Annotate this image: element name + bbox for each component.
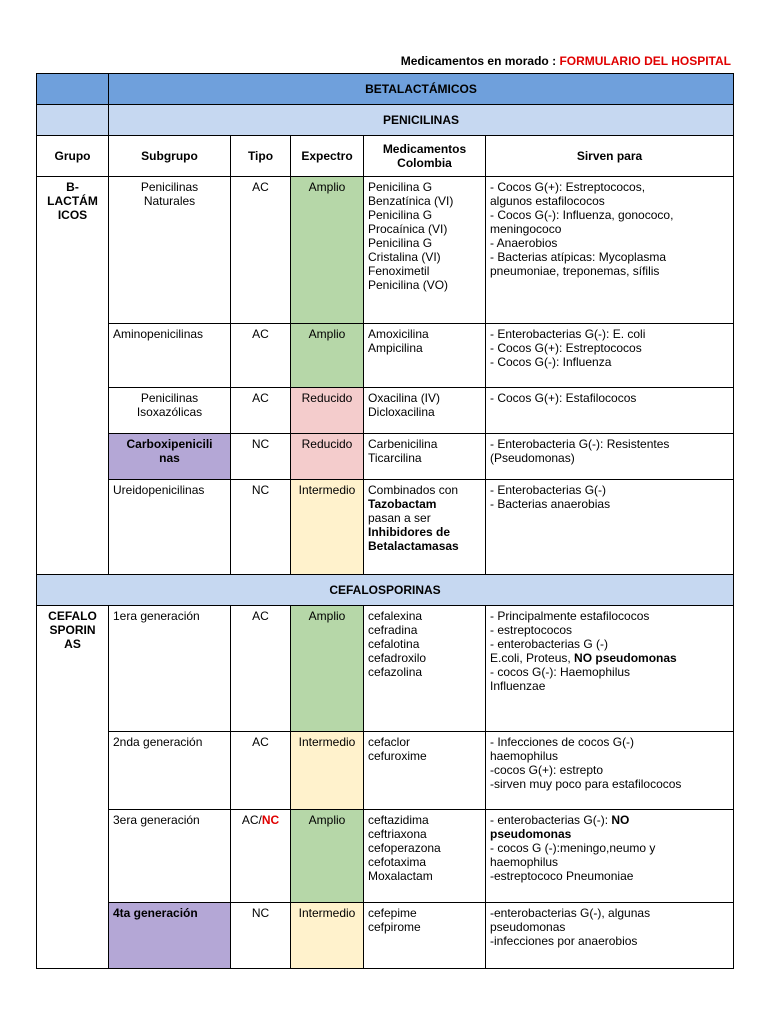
tipo-cell: AC [231, 606, 291, 732]
row-carboxipenicilinas [37, 434, 734, 480]
med-line: Penicilina G [368, 208, 433, 222]
sirven-line: (Pseudomonas) [490, 451, 575, 465]
sirven-line: Influenzae [490, 679, 546, 693]
sirven-line: algunos estafilococos [490, 194, 605, 208]
sirven-line: - Bacterias atípicas: Mycoplasma [490, 250, 667, 264]
sirven-cell [486, 177, 734, 324]
section-row-cefalosporinas [37, 575, 734, 606]
med-line: cefuroxime [368, 749, 427, 763]
tipo-cell: AC [231, 324, 291, 388]
section-row-penicilinas [37, 105, 734, 136]
expectro-cell: Intermedio [291, 732, 364, 810]
med-line: Moxalactam [368, 869, 433, 883]
med-line: Dicloxacilina [368, 405, 435, 419]
expectro-cell: Reducido [291, 388, 364, 434]
sirven-cell [486, 324, 734, 388]
med-line: Ticarcilina [368, 451, 422, 465]
sirven-bold: NO pseudomonas [574, 651, 677, 665]
expectro-cell: Reducido [291, 434, 364, 480]
row-cef-2nda [37, 732, 734, 810]
row-aminopenicilinas [37, 324, 734, 388]
subgrupo-cell [109, 388, 231, 434]
med-line: Carbenicilina [368, 437, 438, 451]
expectro-cell: Intermedio [291, 480, 364, 575]
sirven-line: - Infecciones de cocos G(-) [490, 735, 635, 749]
med-line-bold: Betalactamasas [368, 539, 459, 553]
sirven-bold: pseudomonas [490, 827, 572, 841]
medicamentos-cell [364, 903, 486, 969]
expectro-cell: Intermedio [291, 903, 364, 969]
expectro-cell: Amplio [291, 606, 364, 732]
group-line: AS [64, 637, 81, 651]
subgrupo-line: Naturales [143, 194, 196, 208]
group-line: LACTÁM [47, 194, 98, 208]
med-line: cefpirome [368, 920, 421, 934]
group-line: CEFALO [48, 609, 97, 623]
med-line: ceftriaxona [368, 827, 427, 841]
tipo-cell [231, 810, 291, 903]
group-line: ICOS [57, 208, 88, 222]
sirven-line: - Cocos G(+): Estreptococos [490, 341, 642, 355]
subgrupo-line: nas [159, 451, 180, 465]
tipo-cell: AC [231, 388, 291, 434]
tipo-cell: AC [231, 177, 291, 324]
group-line: B- [66, 180, 79, 194]
medicamentos-cell [364, 324, 486, 388]
sirven-cell [486, 903, 734, 969]
section-blank-cell [37, 74, 109, 105]
expectro-cell: Amplio [291, 324, 364, 388]
sirven-line: - Enterobacterias G(-): E. coli [490, 327, 646, 341]
med-line: ceftazidima [368, 813, 429, 827]
sirven-line: meningococo [490, 222, 562, 236]
med-line: Combinados con [368, 483, 459, 497]
sirven-line: - cocos G (-):meningo,neumo y [490, 841, 656, 855]
med-line: pasan a ser [368, 511, 431, 525]
sirven-line: - estreptococos [490, 623, 573, 637]
medicamentos-cell [364, 480, 486, 575]
sirven-line: E.coli, Proteus, [490, 651, 575, 665]
group-line: SPORIN [49, 623, 96, 637]
subgrupo-cell: 1era generación [109, 606, 231, 732]
med-line: cefradina [368, 623, 418, 637]
subgrupo-cell: 2nda generación [109, 732, 231, 810]
sirven-line: - Cocos G(-): Influenza, gonococo, [490, 208, 674, 222]
subgrupo-line: Penicilinas [140, 180, 199, 194]
sirven-cell [486, 606, 734, 732]
subgrupo-line: Carboxipenicili [126, 437, 213, 451]
med-line: Amoxicilina [368, 327, 429, 341]
row-isoxazolicas [37, 388, 734, 434]
sirven-cell [486, 434, 734, 480]
header-sirven-para: Sirven para [486, 136, 734, 177]
section-title-betalactamicos: BETALACTÁMICOS [109, 74, 734, 105]
header-medicamentos-line2: Colombia [397, 156, 452, 170]
sirven-line: - Principalmente estafilococos [490, 609, 650, 623]
med-line: Penicilina G [368, 236, 433, 250]
medicamentos-cell [364, 606, 486, 732]
sirven-cell: - Cocos G(+): Estafilococos [486, 388, 734, 434]
med-line: Fenoximetil [368, 264, 430, 278]
legend-prefix: Medicamentos en morado : [400, 54, 560, 68]
medicamentos-cell [364, 810, 486, 903]
section-row-betalactamicos [37, 74, 734, 105]
tipo-cell: AC [231, 732, 291, 810]
sirven-line: haemophilus [490, 749, 559, 763]
medicamentos-cell [364, 177, 486, 324]
sirven-cell [486, 732, 734, 810]
med-line: Penicilina G [368, 180, 433, 194]
hospital-formulary-legend [401, 54, 731, 68]
header-tipo: Tipo [231, 136, 291, 177]
tipo-cell: NC [231, 903, 291, 969]
subgrupo-cell-formulary [109, 434, 231, 480]
med-line: cefalexina [368, 609, 423, 623]
header-subgrupo: Subgrupo [109, 136, 231, 177]
med-line: cefaclor [368, 735, 411, 749]
sirven-line: - Cocos G(+): Estreptococos, [490, 180, 646, 194]
sirven-line: - Enterobacterias G(-) [490, 483, 607, 497]
sirven-line: haemophilus [490, 855, 559, 869]
med-line: cefotaxima [368, 855, 427, 869]
sirven-line: - enterobacterias G (-) [490, 637, 609, 651]
sirven-line: -estreptococo Pneumoniae [490, 869, 634, 883]
header-row [37, 136, 734, 177]
betalactam-table [36, 73, 734, 969]
row-cef-4ta [37, 903, 734, 969]
tipo-cell: NC [231, 480, 291, 575]
sirven-line: pneumoniae, treponemas, sífilis [490, 264, 660, 278]
header-medicamentos-line1: Medicamentos [382, 142, 467, 156]
row-cef-1era [37, 606, 734, 732]
med-line: Penicilina (VO) [368, 278, 449, 292]
medicamentos-cell [364, 732, 486, 810]
subgrupo-cell [109, 177, 231, 324]
sirven-line: -infecciones por anaerobios [490, 934, 638, 948]
sirven-line: pseudomonas [490, 920, 566, 934]
row-ureidopenicilinas [37, 480, 734, 575]
subgrupo-line: Isoxazólicas [136, 405, 203, 419]
header-medicamentos [364, 136, 486, 177]
group-betalactamicos [37, 177, 109, 575]
sirven-line: - enterobacterias G(-): [490, 813, 612, 827]
row-cef-3era [37, 810, 734, 903]
header-expectro: Expectro [291, 136, 364, 177]
sirven-line: -enterobacterias G(-), algunas [490, 906, 651, 920]
subgrupo-cell: Aminopenicilinas [109, 324, 231, 388]
sirven-line: - cocos G(-): Haemophilus [490, 665, 631, 679]
med-line: cefadroxilo [368, 651, 427, 665]
med-line: Procaínica (VI) [368, 222, 448, 236]
expectro-cell: Amplio [291, 177, 364, 324]
section-title-penicilinas: PENICILINAS [109, 105, 734, 136]
sirven-line: -cocos G(+): estrepto [490, 763, 604, 777]
tipo-cell: NC [231, 434, 291, 480]
med-line: cefalotina [368, 637, 420, 651]
subgrupo-cell: 3era generación [109, 810, 231, 903]
med-line: cefazolina [368, 665, 423, 679]
subgrupo-line: Penicilinas [140, 391, 199, 405]
sirven-cell [486, 810, 734, 903]
med-line-bold: Inhibidores de [368, 525, 451, 539]
section-blank-cell [37, 105, 109, 136]
expectro-cell: Amplio [291, 810, 364, 903]
subgrupo-cell-formulary: 4ta generación [109, 903, 231, 969]
header-grupo: Grupo [37, 136, 109, 177]
subgrupo-cell: Ureidopenicilinas [109, 480, 231, 575]
med-line-bold: Tazobactam [368, 497, 437, 511]
sirven-cell [486, 480, 734, 575]
section-title-cefalosporinas: CEFALOSPORINAS [37, 575, 734, 606]
med-line: Oxacilina (IV) [368, 391, 441, 405]
med-line: Ampicilina [368, 341, 423, 355]
legend-highlight: FORMULARIO DEL HOSPITAL [559, 54, 731, 68]
sirven-line: - Anaerobios [490, 236, 558, 250]
medicamentos-cell [364, 434, 486, 480]
sirven-line: - Enterobacteria G(-): Resistentes [490, 437, 670, 451]
tipo-part: AC/ [241, 813, 262, 827]
med-line: Cristalina (VI) [368, 250, 441, 264]
tipo-part-red: NC [261, 813, 280, 827]
group-cefalosporinas [37, 606, 109, 969]
sirven-line: -sirven muy poco para estafilococos [490, 777, 682, 791]
sirven-bold: NO [611, 813, 630, 827]
med-line: cefepime [368, 906, 417, 920]
med-line: cefoperazona [368, 841, 441, 855]
sirven-line: - Cocos G(-): Influenza [490, 355, 612, 369]
med-line: Benzatínica (VI) [368, 194, 454, 208]
row-penicilinas-naturales [37, 177, 734, 324]
medicamentos-cell [364, 388, 486, 434]
sirven-line: - Bacterias anaerobias [490, 497, 611, 511]
